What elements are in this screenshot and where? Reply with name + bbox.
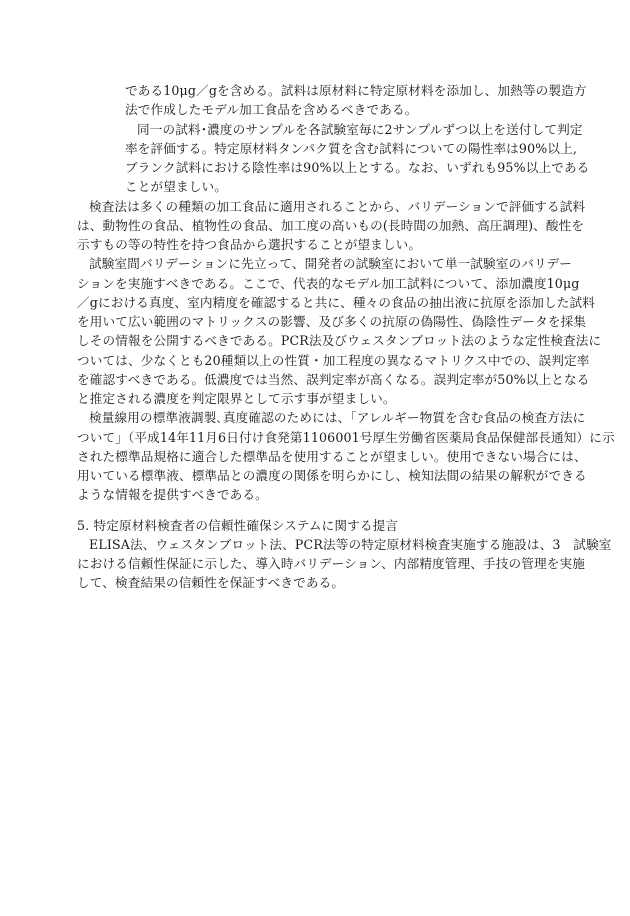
text-line: された標準品規格に適合した標準品を使用することが望ましい。使用できない場合には、 — [77, 449, 587, 464]
text-line: を確認すべきである。低濃度では当然、誤判定率が高くなる。誤判定率が50%以上となる — [77, 372, 590, 387]
text-line: 率を評価する。特定原材料タンパク質を含む試料についての陽性率は90%以上, — [125, 141, 578, 156]
text-line: 同一の試料･濃度のサンプルを各試験室毎に2サンプルずつ以上を送付して判定 — [137, 122, 583, 137]
text-line: ／gにおける真度、室内精度を確認すると共に、種々の食品の抽出液に抗原を添加した試料 — [77, 295, 595, 310]
text-line: ことが望ましい。 — [125, 179, 227, 194]
text-line: して、検査結果の信頼性を保証すべきである。 — [77, 575, 345, 590]
text-line: 試験室間バリデーションに先立って、開発者の試験室において単一試験室のバリデー — [89, 256, 573, 271]
text-line: 検査法は多くの種類の加工食品に適用されることから、バリデーションで評価する試料 — [89, 199, 586, 214]
text-line: ついては、少なくとも20種類以上の性質・加工程度の異なるマトリクス中での、誤判定率 — [77, 353, 590, 368]
text-line: ELISA法、ウェスタンブロット法、PCR法等の特定原材料検査実施する施設は、3 試験室 — [89, 537, 612, 552]
text-line: を用いて広い範囲のマトリックスの影響、及び多くの抗原の偽陽性、偽陰性データを採集 — [77, 314, 587, 329]
text-line: は、動物性の食品、植物性の食品、加工度の高いもの(長時間の加熱、高圧調理)、酸性を — [77, 218, 585, 233]
text-line: ような情報を提供すべきである。 — [77, 487, 268, 502]
text-line: 法で作成したモデル加工食品を含めるべきである。 — [125, 102, 418, 117]
section-heading: 5. 特定原材料検査者の信頼性確保システムに関する提言 — [77, 518, 399, 533]
text-line: 検量線用の標準液調製､真度確認のためには、「アレルギー物質を含む食品の検査方法に — [89, 410, 586, 425]
text-line: ついて」（平成14年11月6日付け食発第1106001号厚生労働省医薬局食品保健部長通知）に示 — [77, 430, 615, 445]
text-line: ブランク試料における陰性率は90%以上とする。なお、いずれも95%以上である — [125, 160, 590, 175]
text-line: ションを実施すべきである。ここで、代表的なモデル加工試料について、添加濃度10μg — [77, 276, 580, 291]
text-line: しその情報を公開するべきである。PCR法及びウェスタンブロット法のような定性検査法に — [77, 333, 602, 348]
text-line: 用いている標準液、標準品との濃度の関係を明らかにし、検知法間の結果の解釈ができる — [77, 468, 587, 483]
text-line: である10μg／gを含める。試料は原材料に特定原材料を添加し、加熱等の製造方 — [125, 83, 587, 98]
text-line: における信頼性保証に示した、導入時バリデーション、内部精度管理、手技の管理を実施 — [77, 556, 585, 571]
text-line: と推定される濃度を判定限界として示す事が望ましい。 — [77, 391, 396, 406]
text-line: 示すもの等の特性を持つ食品から選択することが望ましい。 — [77, 237, 422, 252]
